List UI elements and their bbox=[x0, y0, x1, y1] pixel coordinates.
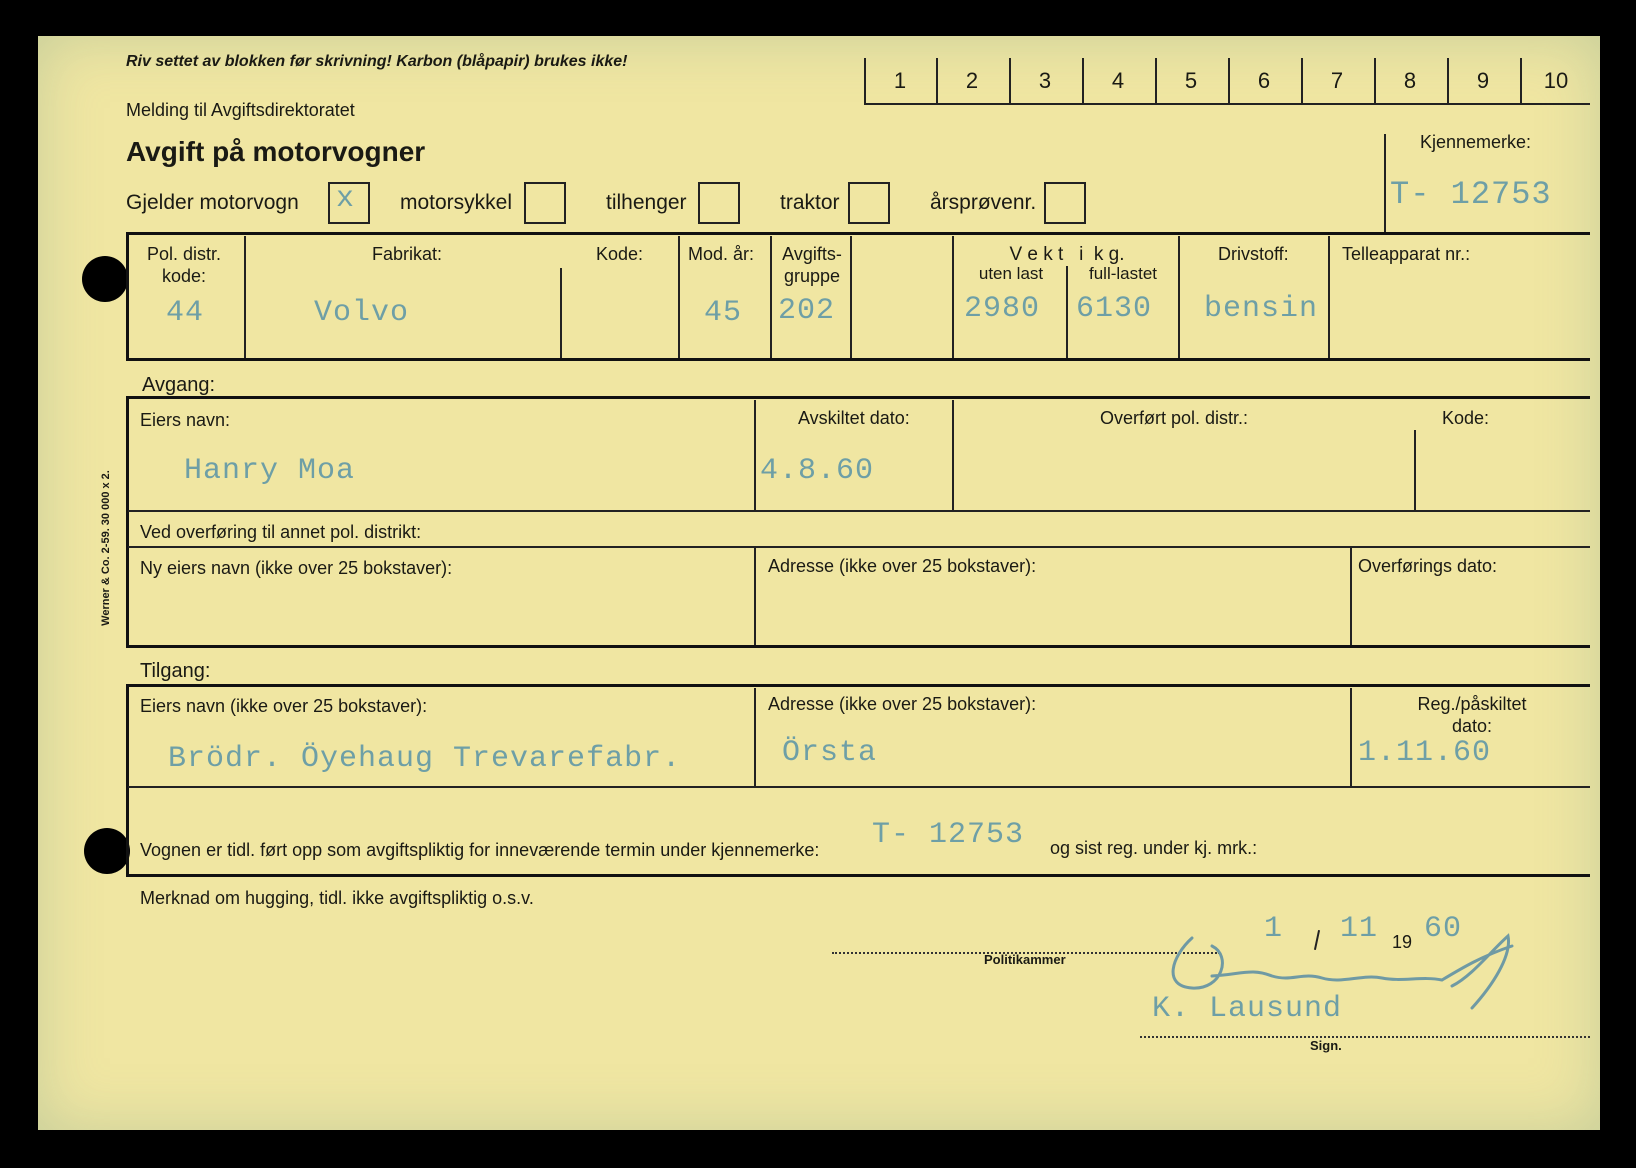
instruction-text: Riv settet av blokken før skrivning! Karbon (blåpapir) brukes ikke! bbox=[126, 53, 628, 70]
full-lastet-value: 6130 bbox=[1076, 292, 1153, 326]
fabrikat-label: Fabrikat: bbox=[372, 244, 443, 264]
tilhenger-label: tilhenger bbox=[606, 191, 687, 214]
recipient-text: Melding til Avgiftsdirektoratet bbox=[126, 100, 355, 120]
drivstoff-label: Drivstoff: bbox=[1218, 244, 1289, 264]
avgiftsgruppe-label-2: gruppe bbox=[783, 266, 841, 286]
sist-reg-label: og sist reg. under kj. mrk.: bbox=[1050, 838, 1258, 858]
pol-distr-value: 44 bbox=[166, 296, 205, 330]
number-box-7: 7 bbox=[1330, 68, 1344, 93]
avgang-label: Avgang: bbox=[142, 374, 216, 396]
date-day: 1 bbox=[1264, 912, 1284, 946]
avskiltet-label: Avskiltet dato: bbox=[798, 408, 910, 428]
reg-value: 1.11.60 bbox=[1358, 736, 1492, 770]
arsprovenr-label: årsprøvenr. bbox=[930, 191, 1037, 214]
pol-distr-label-1: Pol. distr. bbox=[146, 244, 222, 264]
tilgang-eiers-navn-label: Eiers navn (ikke over 25 bokstaver): bbox=[140, 696, 428, 716]
uten-last-value: 2980 bbox=[964, 292, 1041, 326]
mod-ar-value: 45 bbox=[704, 296, 743, 330]
tilhenger-checkbox[interactable] bbox=[698, 182, 740, 224]
punch-hole-bottom bbox=[84, 828, 130, 874]
avgiftsgruppe-label-1: Avgifts- bbox=[782, 244, 842, 264]
drivstoff-value: bensin bbox=[1204, 292, 1319, 326]
number-box-9: 9 bbox=[1476, 68, 1490, 93]
number-box-3: 3 bbox=[1038, 68, 1052, 93]
vehicle-type-label: Gjelder motorvogn bbox=[126, 191, 299, 214]
telleapparat-label: Telleapparat nr.: bbox=[1342, 244, 1471, 264]
form-card bbox=[38, 36, 1600, 1130]
number-box-10: 10 bbox=[1543, 68, 1569, 93]
date-year: 60 bbox=[1424, 912, 1463, 946]
number-box-8: 8 bbox=[1403, 68, 1417, 93]
punch-hole-top bbox=[82, 256, 128, 302]
mod-ar-label: Mod. år: bbox=[688, 244, 755, 264]
sign-label: Sign. bbox=[1310, 1038, 1342, 1053]
vekt-label: V e k t i k g. bbox=[1009, 244, 1125, 265]
number-box-1: 1 bbox=[893, 68, 907, 93]
avgang-eiers-navn-value: Hanry Moa bbox=[184, 454, 356, 488]
previous-kjennemerke-value: T- 12753 bbox=[872, 818, 1025, 852]
full-lastet-label: full-lastet bbox=[1088, 264, 1158, 283]
number-box-row bbox=[864, 58, 1590, 104]
tilgang-adresse-label: Adresse (ikke over 25 bokstaver): bbox=[768, 694, 1037, 714]
overforing-dato-label: Overførings dato: bbox=[1358, 556, 1498, 576]
motorvogn-check-mark: x bbox=[336, 182, 355, 216]
kode-label: Kode: bbox=[596, 244, 644, 264]
motorsykkel-checkbox[interactable] bbox=[524, 182, 566, 224]
overforing-label: Ved overføring til annet pol. distrikt: bbox=[140, 522, 422, 542]
kjennemerke-value: T- 12753 bbox=[1390, 176, 1552, 213]
overforing-adresse-label: Adresse (ikke over 25 bokstaver): bbox=[768, 556, 1037, 576]
fabrikat-value: Volvo bbox=[314, 296, 410, 330]
avgiftsgruppe-value: 202 bbox=[778, 294, 836, 328]
reg-label-1: Reg./påskiltet bbox=[1417, 694, 1527, 714]
ny-eier-label: Ny eiers navn (ikke over 25 bokstaver): bbox=[140, 558, 453, 578]
signature-line bbox=[1140, 1036, 1590, 1038]
signer-name: K. Lausund bbox=[1152, 992, 1343, 1026]
number-box-4: 4 bbox=[1111, 68, 1125, 93]
overfort-label: Overført pol. distr.: bbox=[1100, 408, 1249, 428]
tilgang-eiers-navn-value: Brödr. Öyehaug Trevarefabr. bbox=[168, 742, 682, 776]
tilgang-adresse-value: Örsta bbox=[782, 736, 878, 770]
number-box-6: 6 bbox=[1257, 68, 1271, 93]
avgang-kode-label: Kode: bbox=[1442, 408, 1490, 428]
merknad-label: Merknad om hugging, tidl. ikke avgiftspliktig o.s.v. bbox=[140, 888, 534, 908]
previous-text: Vognen er tidl. ført opp som avgiftspliktig for inneværende termin under kjennemerke: bbox=[140, 840, 820, 860]
date-century: 19 bbox=[1392, 932, 1413, 952]
traktor-label: traktor bbox=[780, 191, 840, 214]
traktor-checkbox[interactable] bbox=[848, 182, 890, 224]
pol-distr-label-2: kode: bbox=[161, 266, 207, 286]
reg-label-2: dato: bbox=[1451, 716, 1493, 736]
date-month: 11 bbox=[1340, 912, 1379, 946]
page-title: Avgift på motorvogner bbox=[126, 136, 426, 167]
avgang-eiers-navn-label: Eiers navn: bbox=[140, 410, 231, 430]
arsprovenr-checkbox[interactable] bbox=[1044, 182, 1086, 224]
number-box-2: 2 bbox=[965, 68, 979, 93]
tilgang-label: Tilgang: bbox=[140, 660, 211, 682]
politikammer-label: Politikammer bbox=[984, 952, 1066, 967]
motorvogn-checkbox[interactable] bbox=[328, 182, 370, 224]
motorsykkel-label: motorsykkel bbox=[400, 191, 513, 214]
uten-last-label: uten last bbox=[978, 264, 1044, 283]
kjennemerke-label: Kjennemerke: bbox=[1420, 132, 1532, 152]
printer-note: Werner & Co. 2-59. 30 000 x 2. bbox=[100, 470, 112, 626]
number-box-5: 5 bbox=[1184, 68, 1198, 93]
avskiltet-value: 4.8.60 bbox=[760, 454, 875, 488]
